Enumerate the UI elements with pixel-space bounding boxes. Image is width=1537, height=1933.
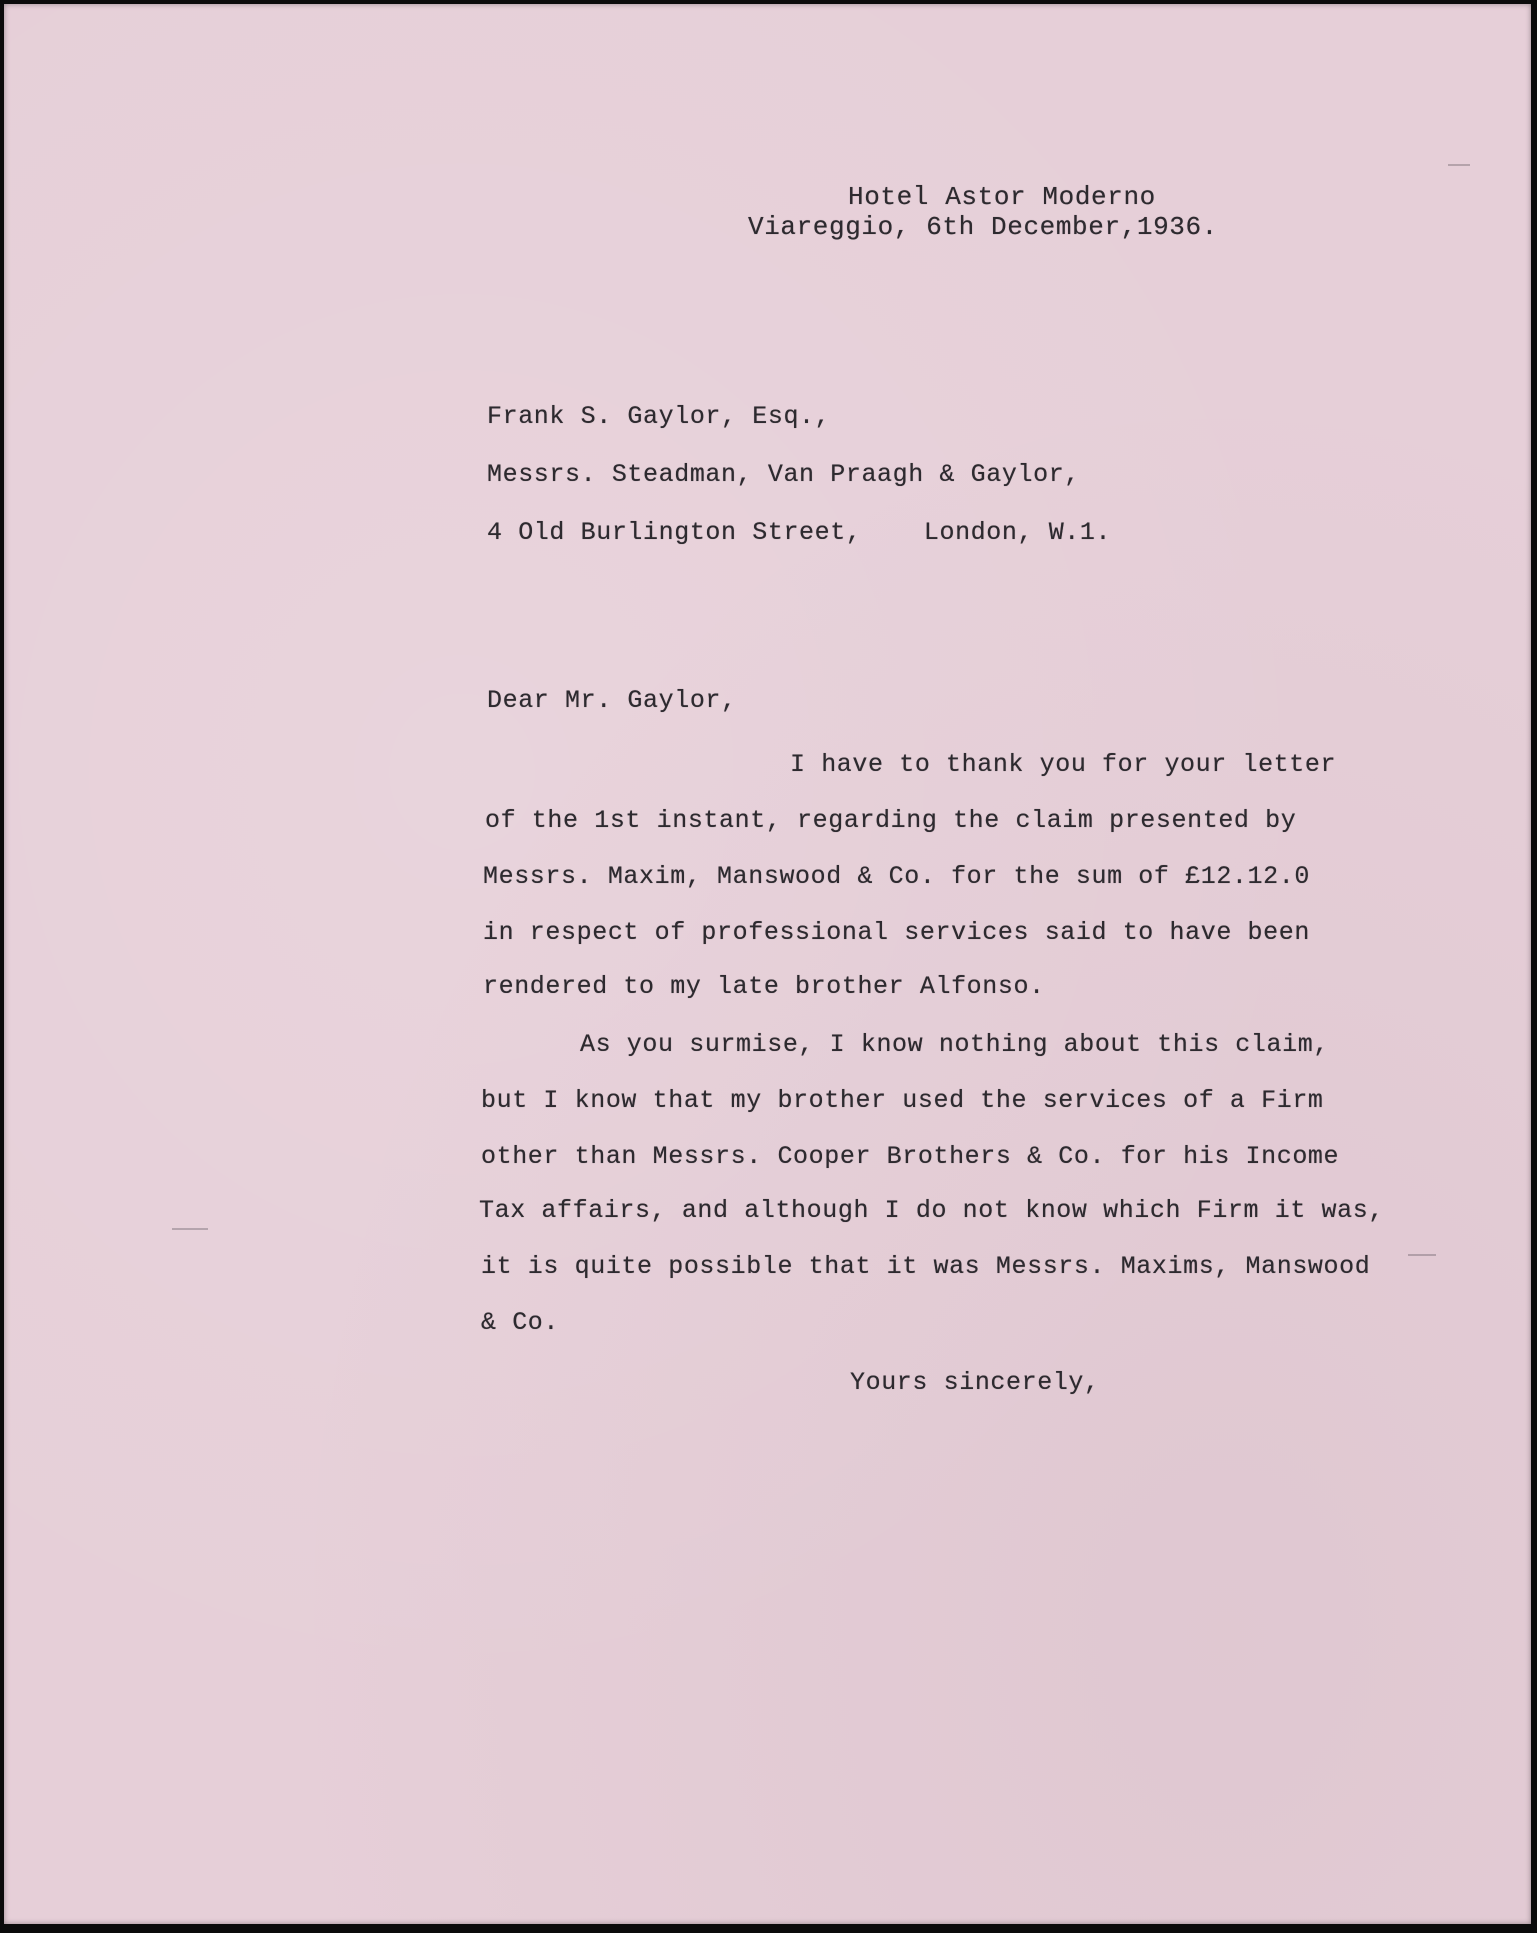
paper-mark	[172, 1228, 208, 1230]
letter-page	[4, 4, 1531, 1924]
body-line: Messrs. Maxim, Manswood & Co. for the sum of £12.12.0	[483, 862, 1310, 891]
recipient-name: Frank S. Gaylor, Esq.,	[487, 402, 831, 431]
salutation: Dear Mr. Gaylor,	[487, 686, 737, 715]
body-line: of the 1st instant, regarding the claim presented by	[485, 806, 1297, 835]
body-line: I have to thank you for your letter	[790, 750, 1337, 779]
body-line: but I know that my brother used the services of a Firm	[481, 1086, 1324, 1115]
letter-date: Viareggio, 6th December,1936.	[748, 212, 1218, 242]
paper-mark	[1448, 164, 1470, 166]
body-line: Tax affairs, and although I do not know which Firm it was,	[479, 1196, 1384, 1225]
closing: Yours sincerely,	[850, 1368, 1100, 1397]
body-line: As you surmise, I know nothing about this claim,	[580, 1030, 1329, 1059]
recipient-address: 4 Old Burlington Street, London, W.1.	[487, 518, 1112, 547]
body-line: in respect of professional services said to have been	[483, 918, 1310, 947]
paper-mark	[1408, 1254, 1436, 1256]
body-line: & Co.	[481, 1308, 560, 1337]
recipient-firm: Messrs. Steadman, Van Praagh & Gaylor,	[487, 460, 1080, 489]
body-line: rendered to my late brother Alfonso.	[483, 972, 1045, 1001]
sender-address-line-1: Hotel Astor Moderno	[848, 182, 1156, 212]
body-line: it is quite possible that it was Messrs. Maxims, Manswood	[481, 1252, 1371, 1281]
body-line: other than Messrs. Cooper Brothers & Co. for his Income	[481, 1142, 1340, 1171]
